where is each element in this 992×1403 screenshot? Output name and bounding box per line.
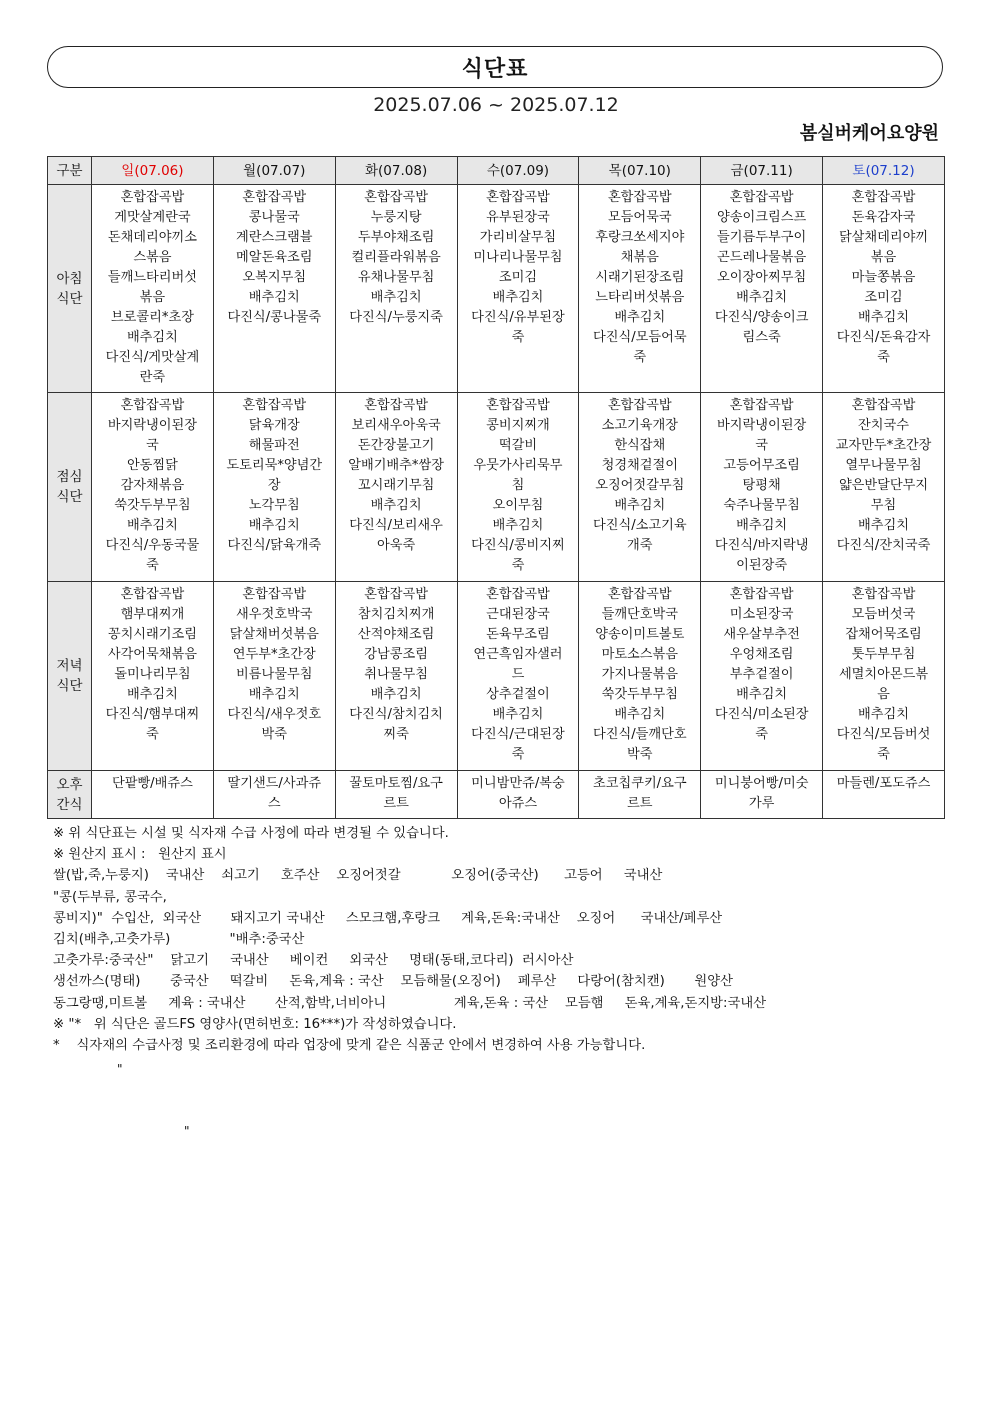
menu-item: 숙주나물무침 [723, 498, 800, 513]
menu-item: 배추김치 [370, 687, 422, 702]
menu-item: 메알돈육조림 [236, 250, 313, 265]
menu-cell [457, 582, 579, 771]
menu-period: 2025.07.06 ~ 2025.07.12 [373, 94, 619, 116]
menu-item: 브로콜리*초장 [110, 310, 194, 325]
menu-item: 새우살부추전 [723, 627, 800, 642]
menu-item: 유부된장국 [486, 210, 550, 225]
menu-item: 도토리묵*양념간 [226, 458, 323, 473]
menu-item: 노각무침 [248, 498, 300, 513]
menu-item: 볶음 [870, 250, 897, 265]
menu-item: 보리새우아욱국 [351, 418, 441, 433]
note-line: ※ 위 식단표는 시설 및 식자재 수급 사정에 따라 변경될 수 있습니다. [53, 826, 449, 841]
menu-item: 음 [877, 687, 890, 702]
menu-item: 누룽지탕 [370, 210, 422, 225]
menu-item: 강남콩조림 [364, 647, 428, 662]
menu-cell [213, 393, 335, 582]
menu-cell [213, 582, 335, 771]
menu-cell [823, 771, 945, 819]
menu-item: 시래기된장조림 [595, 270, 685, 285]
meal-label [48, 582, 92, 771]
menu-item: 꼬시래기무침 [357, 478, 435, 493]
menu-item: 참치김치찌개 [357, 607, 435, 622]
menu-item: 다진식/콩비지찌 [471, 538, 565, 553]
menu-item: 박죽 [627, 747, 653, 762]
menu-item: 돈육감자국 [851, 210, 916, 225]
note-line: 쌀(밥,죽,누룽지) 국내산 쇠고기 호주산 오징어젓갈 오징어(중국산) 고등어 국내산 [53, 868, 663, 884]
menu-item: 가리비살무침 [479, 230, 557, 245]
menu-item: 스볶음 [133, 250, 172, 265]
meal-label-line: 간식 [56, 796, 83, 813]
menu-item: 배추김치 [736, 687, 788, 702]
menu-item: 감자채볶음 [120, 478, 185, 493]
menu-cell [213, 771, 335, 819]
menu-item: 혼합잡곡밥 [120, 190, 185, 205]
menu-item: 쑥갓두부무침 [114, 498, 191, 513]
menu-item: 딸기샌드/사과쥬 [227, 776, 322, 791]
meal-label-line: 점심 [56, 469, 83, 485]
menu-item: 단팥빵/배쥬스 [111, 776, 193, 791]
menu-item: 해물파전 [248, 438, 300, 453]
menu-item: 죽 [511, 747, 525, 762]
menu-item: 채볶음 [620, 250, 659, 265]
menu-cell [823, 185, 945, 393]
menu-item: 사각어묵채볶음 [107, 647, 198, 662]
menu-cell [823, 582, 945, 771]
page-title: 식단표 [47, 46, 943, 88]
menu-cell [335, 582, 457, 771]
menu-item: 죽 [146, 727, 159, 742]
menu-item: 죽 [511, 558, 525, 573]
menu-item: 들기름두부구이 [717, 230, 807, 245]
menu-cell [457, 393, 579, 582]
menu-item: 청경채겉절이 [601, 458, 679, 473]
menu-item: 새우젓호박국 [236, 607, 313, 622]
menu-item: 죽 [146, 558, 159, 573]
menu-item: 안동찜닭 [126, 458, 178, 473]
menu-item: 알배기배추*쌈장 [348, 458, 444, 473]
menu-item: 오복지무침 [242, 270, 307, 285]
menu-item: 다진식/누룽지죽 [349, 310, 443, 325]
menu-item: 배추김치 [736, 290, 788, 305]
menu-item: 다진식/우동국물 [105, 538, 200, 553]
menu-item: 혼합잡곡밥 [120, 587, 185, 602]
menu-item: 혼합잡곡밥 [364, 587, 428, 602]
menu-item: 연두부*초간장 [232, 647, 316, 662]
menu-item: 혼합잡곡밥 [851, 587, 916, 602]
menu-item: 다진식/미소된장 [714, 707, 809, 722]
menu-cell [92, 771, 214, 819]
menu-item: 아욱죽 [377, 538, 416, 553]
menu-item: 미나리나물무침 [473, 250, 563, 265]
menu-item: 꽁치시래기조림 [107, 627, 198, 642]
menu-item: 배추김치 [370, 290, 422, 305]
menu-item: 다진식/콩나물죽 [227, 310, 322, 325]
menu-cell [457, 771, 579, 819]
facility-name: 봄실버케어요양원 [799, 123, 939, 144]
menu-item: 박죽 [261, 727, 287, 742]
meal-label-line: 오후 [56, 776, 83, 793]
menu-item: 가지나물볶음 [601, 667, 679, 682]
menu-item: 혼합잡곡밥 [242, 190, 307, 205]
menu-item: 마들렌/포도쥬스 [836, 776, 931, 791]
day-header-mon: 월(07.07) [213, 157, 335, 185]
menu-item: 죽 [755, 727, 769, 742]
menu-item: 배추김치 [370, 498, 422, 513]
day-header-sun: 일(07.06) [92, 157, 214, 185]
menu-cell [701, 393, 823, 582]
menu-item: 탕평채 [742, 478, 781, 493]
menu-item: 후랑크쏘세지야 [595, 230, 685, 245]
meal-label-line: 아침 [56, 270, 83, 287]
menu-item: 꿀토마토찜/요구 [349, 776, 443, 791]
menu-item: 다진식/들깨단호 [592, 727, 687, 742]
menu-item: 가루 [748, 796, 775, 811]
menu-cell [701, 771, 823, 819]
menu-item: 컬리플라워볶음 [351, 250, 441, 265]
menu-item: 침 [511, 478, 525, 493]
menu-item: 모듬버섯국 [851, 607, 916, 622]
menu-item: 미니붕어빵/미숫 [714, 776, 809, 791]
menu-item: 쑥갓두부무침 [601, 687, 679, 702]
menu-item: 돈간장불고기 [357, 438, 435, 453]
menu-item: 배추김치 [248, 518, 300, 533]
menu-item: 조미김 [864, 290, 903, 305]
menu-item: 떡갈비 [498, 438, 538, 453]
menu-item: 곤드레나물볶음 [717, 250, 807, 265]
menu-item: 혼합잡곡밥 [364, 190, 428, 205]
menu-cell [579, 771, 701, 819]
menu-item: 다진식/양송이크 [714, 310, 809, 325]
menu-item: 조미김 [498, 270, 538, 285]
note-line: 생선까스(명태) 중국산 떡갈비 돈육,계육 : 국산 모듬해물(오징어) 페루산 다랑어(참치캔) 원양산 [53, 974, 733, 990]
menu-item: 오이무침 [492, 498, 544, 513]
menu-item: 콩나물국 [248, 210, 300, 225]
menu-cell [335, 393, 457, 582]
day-header-thu: 목(07.10) [579, 157, 701, 185]
menu-item: 혼합잡곡밥 [729, 587, 794, 602]
menu-item: 다진식/잔치국죽 [836, 538, 931, 553]
menu-item: 무침 [870, 498, 897, 513]
menu-item: 한식잡채 [614, 438, 666, 453]
menu-item: 다진식/모듬버섯 [836, 727, 931, 742]
menu-item: 배추김치 [126, 330, 178, 345]
menu-item: 혼합잡곡밥 [242, 587, 307, 602]
menu-item: 이된장죽 [736, 558, 788, 573]
menu-item: 드 [511, 667, 525, 682]
menu-item: 오이장아찌무침 [717, 270, 807, 285]
menu-item: 양송이미트볼토 [595, 627, 685, 642]
menu-item: 국 [146, 438, 159, 453]
menu-item: 취나물무침 [364, 667, 428, 682]
menu-cell [335, 771, 457, 819]
menu-item: 배추김치 [492, 518, 544, 533]
note-line: * 식자재의 수급사정 및 조리환경에 따라 업장에 맞게 같은 식품군 안에서 변경하여 사용 가능합니다. [53, 1037, 646, 1053]
meal-label-line: 저녁 [56, 658, 83, 674]
meal-row-breakfast [48, 185, 945, 393]
meal-label [48, 771, 92, 819]
stray-mark: " [117, 1062, 123, 1076]
menu-item: 게맛살계란국 [114, 210, 191, 225]
note-line: ※ 원산지 표시 : 원산지 표시 [53, 847, 227, 863]
menu-cell [579, 185, 701, 393]
menu-item: 배추김치 [858, 518, 910, 533]
menu-item: 바지락냉이된장 [717, 418, 807, 433]
menu-item: 다진식/햄부대찌 [105, 707, 200, 722]
menu-item: 혼합잡곡밥 [851, 398, 916, 413]
menu-item: 볶음 [139, 290, 166, 305]
menu-item: 혼합잡곡밥 [486, 587, 550, 602]
note-line: 콩비지)" 수입산, 외국산 돼지고기 국내산 스모크햄,후랑크 계육,돈육:국내산 오징어 국내산/페루산 [53, 910, 723, 926]
menu-item: 국 [755, 438, 769, 453]
meal-row-snack [48, 771, 945, 819]
menu-item: 개죽 [627, 538, 653, 553]
menu-item: 닭육개장 [248, 418, 300, 433]
menu-cell [335, 185, 457, 393]
menu-item: 림스죽 [742, 330, 781, 345]
menu-item: 소고기육개장 [601, 418, 679, 433]
menu-item: 배추김치 [614, 498, 666, 513]
menu-item: 두부야채조림 [357, 230, 435, 245]
menu-cell [92, 185, 214, 393]
menu-item: 오징어젓갈무침 [595, 478, 685, 493]
menu-item: 다진식/게맛살계 [105, 350, 200, 365]
day-header-wed: 수(07.09) [457, 157, 579, 185]
stray-mark: " [184, 1124, 190, 1138]
menu-item: 배추김치 [736, 518, 788, 533]
menu-item: 다진식/유부된장 [471, 310, 565, 325]
meal-row-dinner [48, 582, 945, 771]
menu-item: 배추김치 [248, 687, 300, 702]
menu-item: 배추김치 [492, 707, 544, 722]
menu-item: 산적야채조림 [357, 627, 435, 642]
menu-cell [213, 185, 335, 393]
menu-item: 초코칩쿠키/요구 [592, 776, 687, 791]
menu-item: 찌죽 [383, 727, 409, 742]
menu-item: 배추김치 [126, 518, 178, 533]
menu-item: 혼합잡곡밥 [729, 398, 794, 413]
meal-label-line: 식단 [56, 290, 83, 307]
menu-item: 돈채데리야끼소 [107, 230, 198, 245]
menu-item: 돈육무조림 [486, 627, 550, 642]
menu-item: 다진식/모듬어묵 [592, 330, 687, 345]
menu-item: 열무나물무침 [845, 458, 922, 473]
menu-item: 콩비지찌개 [486, 418, 550, 433]
menu-item: 세멸치아몬드볶 [838, 667, 929, 682]
menu-item: 상추겉절이 [486, 687, 550, 702]
menu-item: 혼합잡곡밥 [486, 398, 550, 413]
menu-item: 배추김치 [248, 290, 300, 305]
menu-item: 죽 [877, 747, 890, 762]
menu-item: 혼합잡곡밥 [120, 398, 185, 413]
menu-item: 다진식/보리새우 [349, 518, 443, 533]
menu-item: 혼합잡곡밥 [607, 398, 672, 413]
menu-cell [92, 393, 214, 582]
meal-plan-table [47, 156, 945, 819]
meal-label [48, 185, 92, 393]
menu-item: 미소된장국 [729, 607, 794, 622]
menu-item: 들깨단호박국 [601, 607, 679, 622]
notes-section [53, 823, 953, 1056]
menu-item: 다진식/참치김치 [349, 707, 443, 722]
menu-item: 닭살채버섯볶음 [229, 627, 319, 642]
menu-item: 근대된장국 [486, 607, 550, 622]
menu-item: 다진식/새우젓호 [227, 707, 322, 722]
menu-item: 배추김치 [126, 687, 178, 702]
menu-item: 부추겉절이 [729, 667, 794, 682]
menu-item: 죽 [511, 330, 525, 345]
menu-item: 유채나물무침 [357, 270, 435, 285]
menu-item: 잔치국수 [858, 418, 910, 433]
menu-item: 장 [267, 478, 281, 493]
table-header-row [48, 157, 945, 185]
menu-item: 고등어무조림 [723, 458, 800, 473]
day-header-fri: 금(07.11) [701, 157, 823, 185]
menu-item: 느타리버섯볶음 [595, 290, 685, 305]
meal-label-line: 식단 [56, 489, 83, 505]
menu-item: 비름나물무침 [236, 667, 313, 682]
menu-item: 르트 [627, 796, 653, 811]
menu-item: 배추김치 [614, 310, 666, 325]
note-line: ※ "* 위 식단은 골드FS 영양사(면허번호: 16***)가 작성하였습니다. [53, 1016, 457, 1032]
menu-item: 다진식/돈육감자 [836, 330, 931, 345]
menu-item: 돌미나리무침 [114, 667, 191, 682]
menu-item: 연근흑임자샐러 [473, 647, 563, 662]
menu-item: 혼합잡곡밥 [364, 398, 428, 413]
menu-item: 배추김치 [858, 310, 910, 325]
menu-item: 혼합잡곡밥 [242, 398, 307, 413]
menu-item: 마늘쫑볶음 [851, 270, 916, 285]
menu-item: 배추김치 [858, 707, 910, 722]
meal-label-line: 식단 [56, 678, 83, 694]
menu-item: 다진식/근대된장 [471, 727, 565, 742]
menu-item: 들깨느타리버섯 [107, 270, 198, 285]
menu-cell [701, 185, 823, 393]
menu-item: 얇은반달단무지 [838, 478, 929, 493]
menu-item: 다진식/바지락냉 [714, 538, 809, 553]
menu-cell [92, 582, 214, 771]
menu-item: 죽 [633, 350, 647, 365]
menu-item: 다진식/소고기육 [592, 518, 687, 533]
menu-item: 다진식/닭육개죽 [227, 538, 322, 553]
menu-item: 모듬어묵국 [607, 210, 672, 225]
menu-item: 혼합잡곡밥 [607, 190, 672, 205]
menu-item: 계란스크램블 [236, 230, 313, 245]
menu-item: 혼합잡곡밥 [851, 190, 916, 205]
menu-item: 햄부대찌개 [120, 607, 185, 622]
header-label: 구분 [48, 157, 92, 185]
menu-item: 우엉채조림 [729, 647, 794, 662]
day-header-tue: 화(07.08) [335, 157, 457, 185]
menu-item: 혼합잡곡밥 [607, 587, 672, 602]
menu-item: 바지락냉이된장 [107, 418, 198, 433]
menu-item: 우뭇가사리묵무 [473, 458, 563, 473]
note-line: 동그랑땡,미트볼 계육 : 국내산 산적,함박,너비아니 계육,돈육 : 국산 모듬햄 돈육,계육,돈지방:국내산 [53, 995, 767, 1011]
menu-item: 배추김치 [492, 290, 544, 305]
meal-row-lunch [48, 393, 945, 582]
menu-item: 미니밤만쥬/복숭 [471, 776, 565, 791]
menu-item: 배추김치 [614, 707, 666, 722]
menu-item: 란죽 [139, 370, 166, 385]
day-header-sat: 토(07.12) [823, 157, 945, 185]
menu-item: 양송이크림스프 [717, 210, 807, 225]
menu-item: 마토소스볶음 [601, 647, 679, 662]
menu-item: 톳두부무침 [851, 647, 916, 662]
meal-label [48, 393, 92, 582]
menu-item: 아쥬스 [498, 796, 538, 811]
menu-item: 혼합잡곡밥 [729, 190, 794, 205]
note-line: 고춧가루:중국산" 닭고기 국내산 베이컨 외국산 명태(동태,코다리) 러시아산 [53, 953, 574, 969]
menu-cell [701, 582, 823, 771]
menu-item: 혼합잡곡밥 [486, 190, 550, 205]
menu-item: 스 [267, 796, 281, 811]
note-line: 김치(배추,고춧가루) "배추:중국산 [53, 931, 305, 947]
menu-item: 교자만두*초간장 [835, 438, 932, 453]
menu-cell [457, 185, 579, 393]
menu-cell [823, 393, 945, 582]
menu-cell [579, 582, 701, 771]
menu-cell [579, 393, 701, 582]
menu-item: 닭살채데리야끼 [838, 230, 929, 245]
menu-item: 죽 [877, 350, 890, 365]
menu-item: 잡채어묵조림 [845, 627, 922, 642]
menu-item: 르트 [383, 796, 409, 811]
note-line: "콩(두부류, 콩국수, [53, 889, 167, 905]
